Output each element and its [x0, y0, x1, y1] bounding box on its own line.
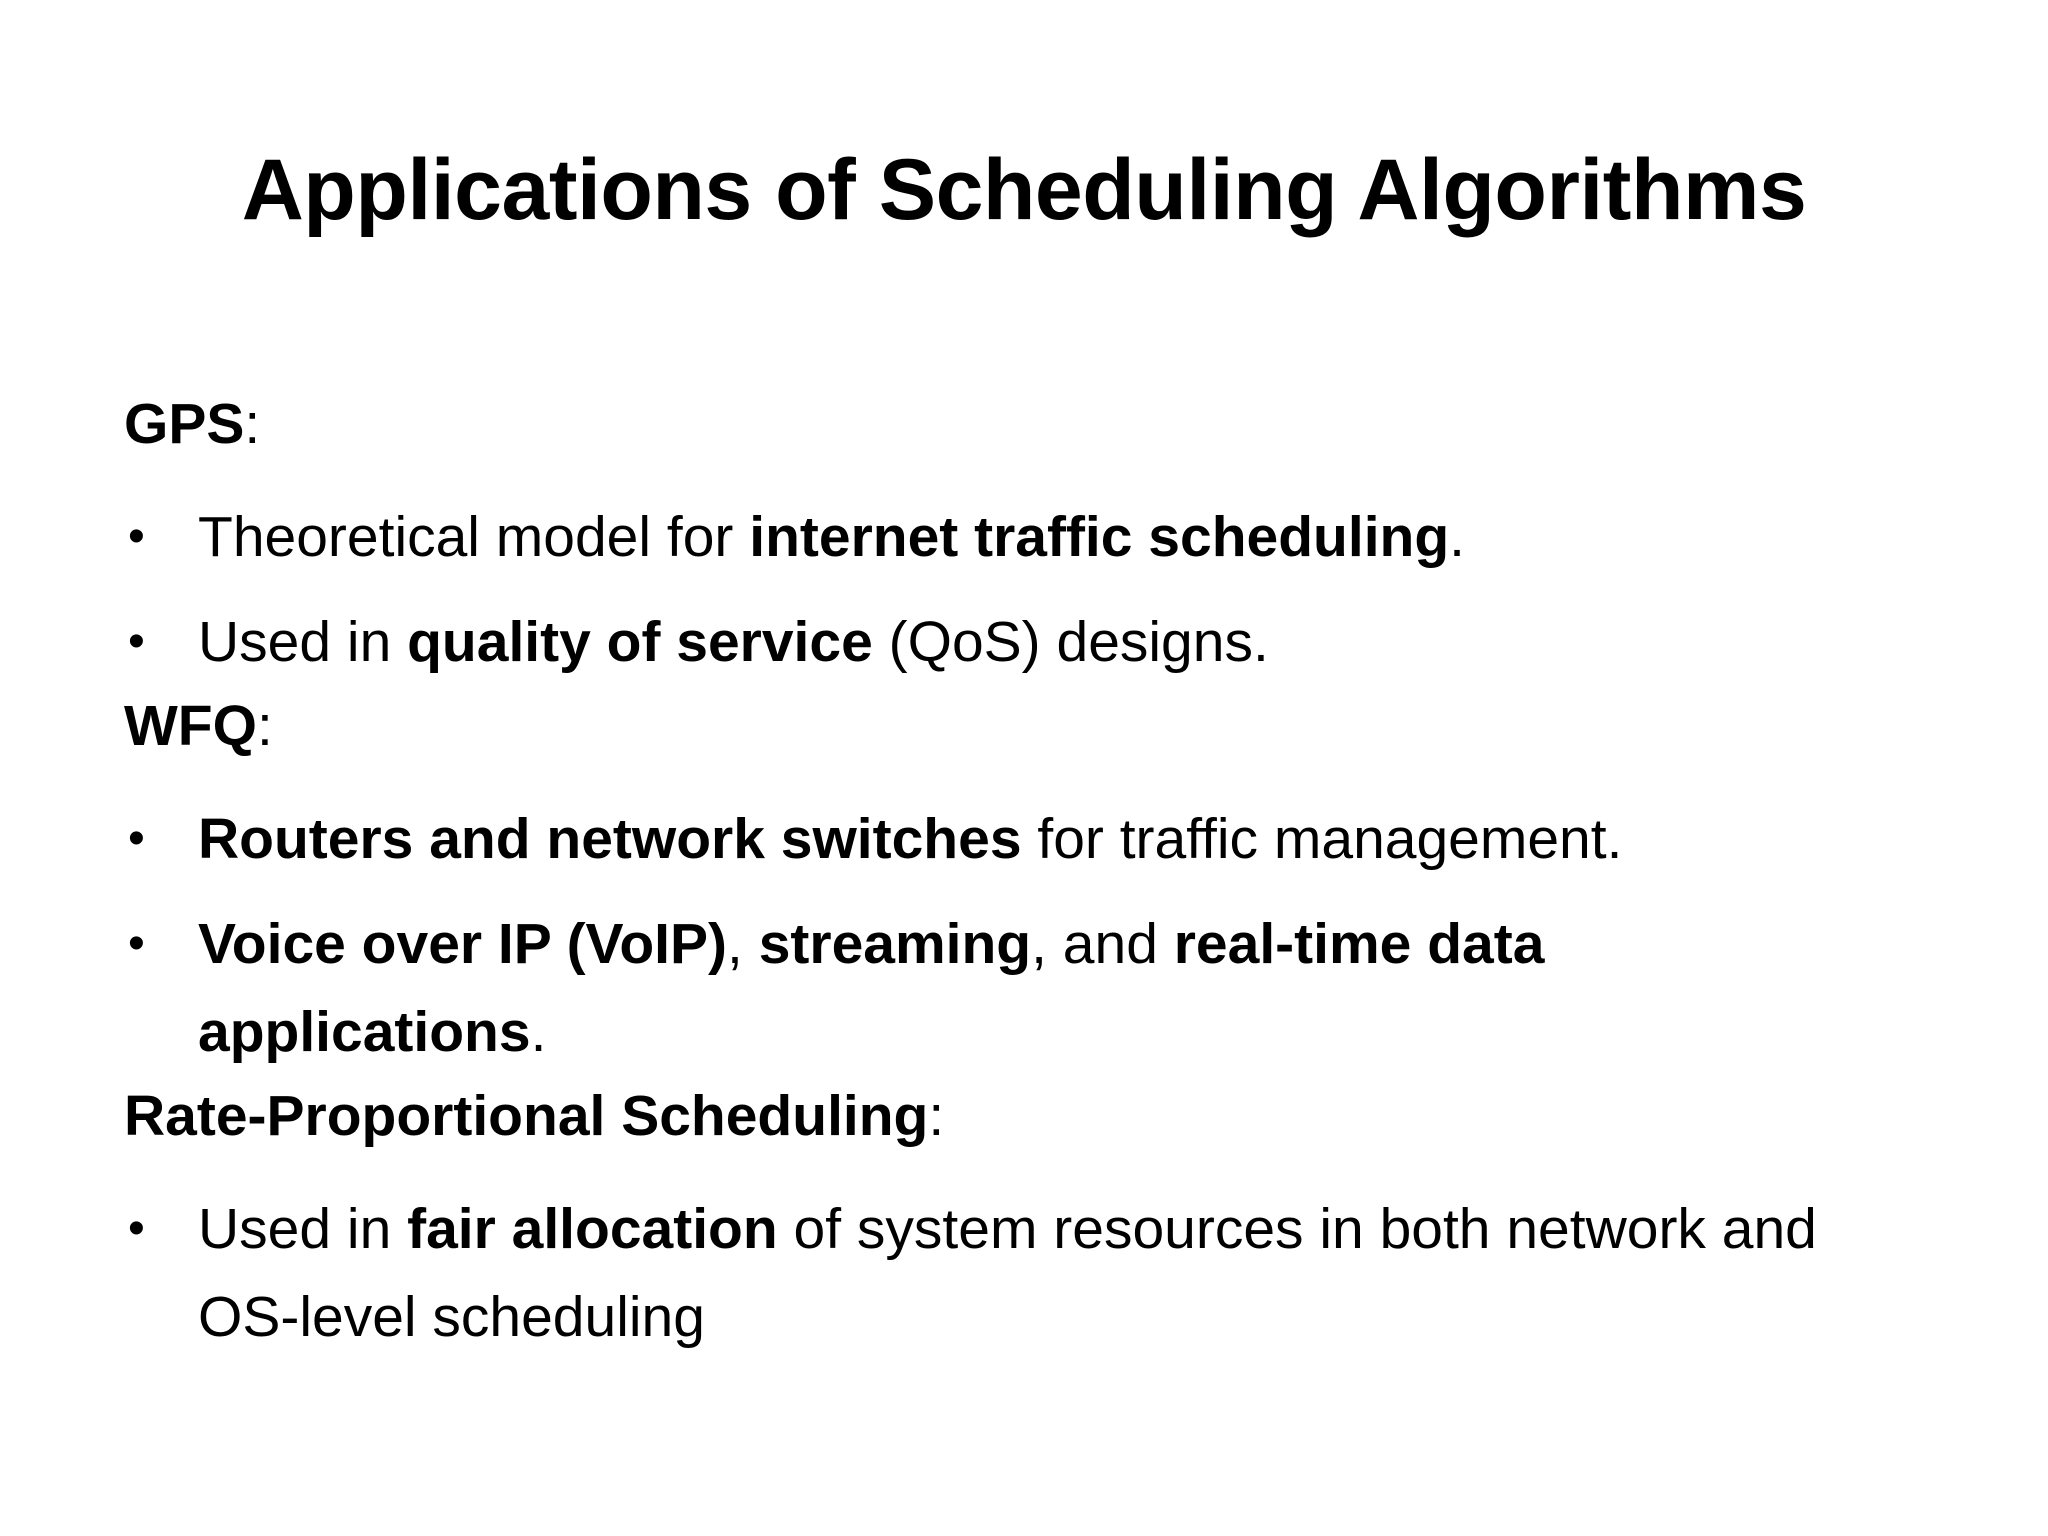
bullet-text [198, 610, 1269, 674]
bullet-text [198, 505, 1465, 569]
section-heading-label: Rate-Proportional Scheduling [124, 1084, 929, 1148]
section-heading-label: WFQ [124, 694, 257, 758]
bullet-text-part: of system resources in both network and OS-level scheduling [198, 1197, 1817, 1349]
bullet-text-part: (QoS) designs. [872, 610, 1269, 674]
slide-title: Applications of Scheduling Algorithms [241, 142, 1807, 238]
bullet-item [124, 795, 1944, 883]
bullet-item [124, 900, 1898, 1076]
bullet-text-part: . [530, 1000, 547, 1064]
bullet-text-part: for traffic management. [1021, 807, 1623, 871]
section-heading-colon: : [244, 392, 261, 456]
bullet-text-part: . [1449, 505, 1466, 569]
section-heading-rate-proportional [124, 1082, 1944, 1150]
bullet-text-bold: real-time data applications [198, 912, 1545, 1064]
bullet-text-part: , [727, 912, 759, 976]
section-heading-wfq [124, 692, 1944, 760]
bullet-item [124, 493, 1944, 581]
bullet-item [124, 598, 1944, 686]
bullet-text-bold: Voice over IP (VoIP) [198, 912, 728, 976]
section-heading-colon: : [256, 694, 273, 758]
bullet-icon: • [128, 1202, 145, 1255]
bullet-text-part: , and [1031, 912, 1174, 976]
bullet-icon: • [128, 917, 145, 970]
bullet-item [124, 1185, 1818, 1361]
bullet-text-bold: internet traffic scheduling [749, 505, 1450, 569]
bullet-text-bold: fair allocation [407, 1197, 778, 1261]
bullet-text-part: Used in [198, 1197, 408, 1261]
bullet-text-bold: streaming [758, 912, 1032, 976]
bullet-icon: • [128, 812, 145, 865]
bullet-icon: • [128, 615, 145, 668]
bullet-text-part: Used in [198, 610, 408, 674]
bullet-text [198, 807, 1622, 871]
bullet-text-part: Theoretical model for [198, 505, 750, 569]
slide-body [124, 390, 1944, 1378]
bullet-text-bold: Routers and network switches [198, 807, 1022, 871]
bullet-icon: • [128, 510, 145, 563]
section-heading-gps [124, 390, 1944, 458]
section-heading-label: GPS [124, 392, 245, 456]
section-heading-colon: : [928, 1084, 945, 1148]
bullet-text-bold: quality of service [407, 610, 873, 674]
bullet-text [198, 912, 1544, 1064]
bullet-text [198, 1197, 1817, 1349]
